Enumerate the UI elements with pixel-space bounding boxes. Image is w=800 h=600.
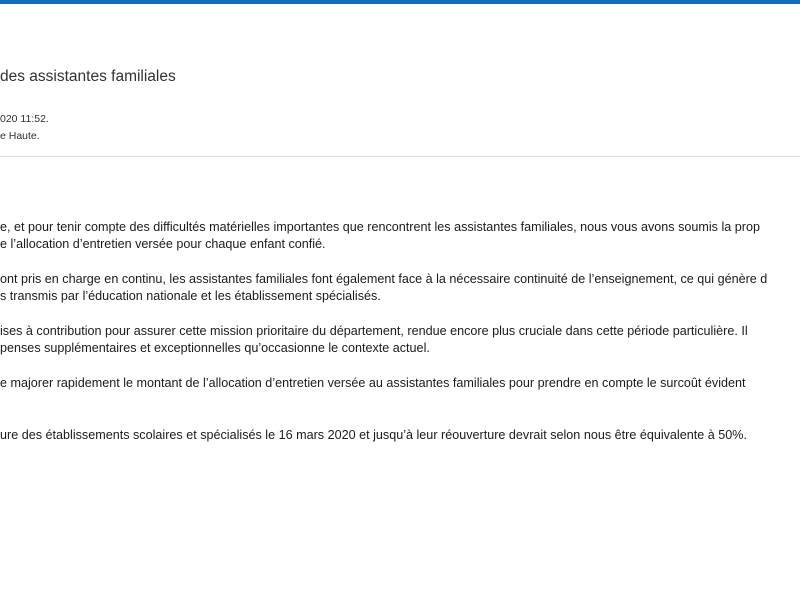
reading-pane: [0, 4, 800, 600]
body-line: s transmis par l’éducation nationale et les établissement spécialisés.: [0, 289, 381, 303]
body-line: ure des établissements scolaires et spécialisés le 16 mars 2020 et jusqu’à leur réouverture devrait selon nous être équivalente à 50%.: [0, 428, 747, 442]
email-subject: des assistantes familiales: [0, 68, 176, 85]
email-body-paragraph: [0, 427, 800, 444]
email-body-paragraph: [0, 375, 800, 392]
body-line: ises à contribution pour assurer cette mission prioritaire du département, rendue encore plus cruciale dans cette période particulière. Il: [0, 324, 748, 338]
email-body-paragraph: [0, 323, 800, 357]
header-divider: [0, 156, 800, 157]
email-body-paragraph: [0, 219, 800, 253]
email-recipient[interactable]: e Haute.: [0, 130, 40, 142]
body-line: e majorer rapidement le montant de l’allocation d’entretien versée au assistantes familiales pour prendre en compte le surcoût évident: [0, 376, 746, 390]
body-line: e, et pour tenir compte des difficultés matérielles importantes que rencontrent les assistantes familiales, nous vous avons soumis la prop: [0, 220, 760, 234]
body-line: ont pris en charge en continu, les assistantes familiales font également face à la nécessaire continuité de l’enseignement, ce qui génère d: [0, 272, 768, 286]
body-line: penses supplémentaires et exceptionnelles qu’occasionne le contexte actuel.: [0, 341, 430, 355]
email-body-paragraph: [0, 271, 800, 305]
body-line: e l’allocation d’entretien versée pour chaque enfant confié.: [0, 237, 326, 251]
email-date: 020 11:52.: [0, 113, 49, 125]
